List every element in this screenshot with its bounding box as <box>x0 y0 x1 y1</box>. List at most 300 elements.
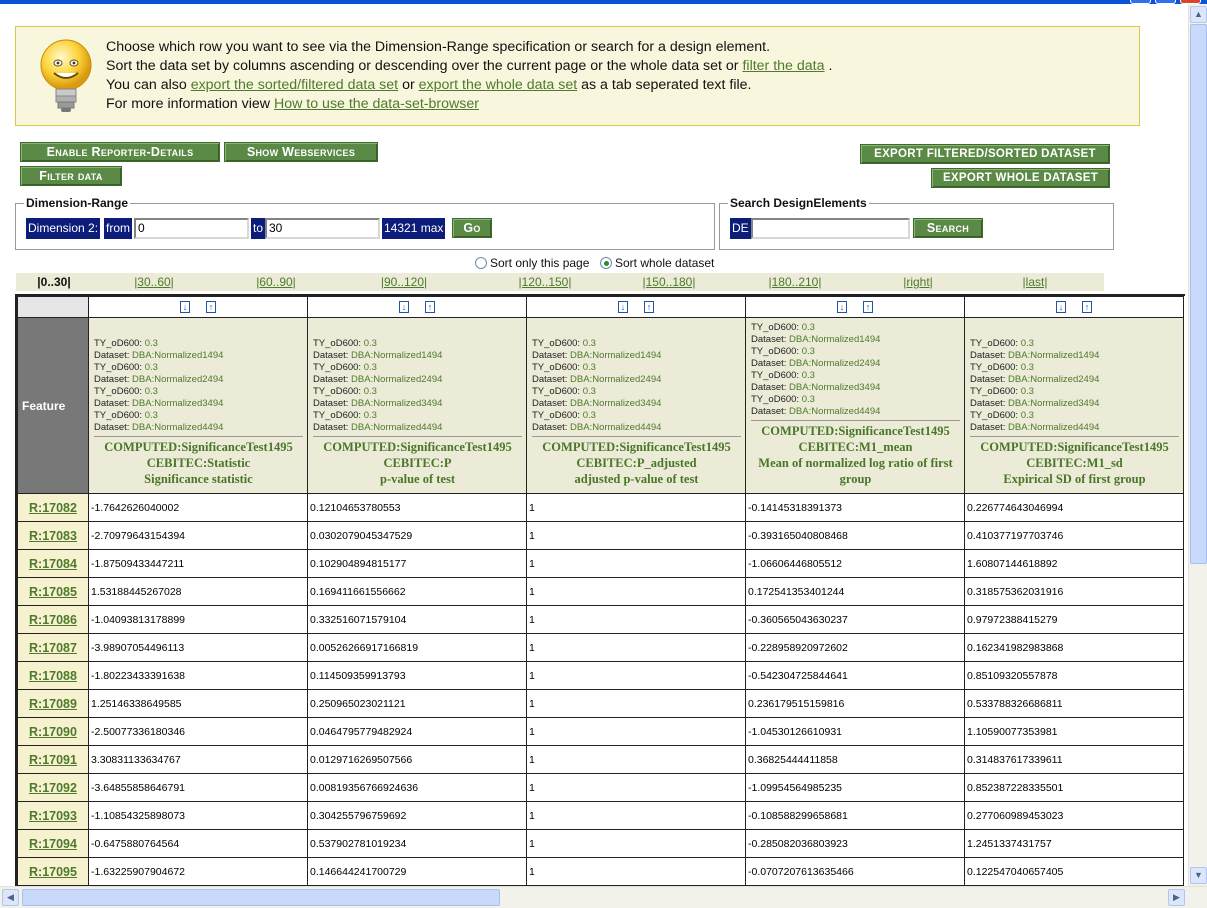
table-cell: -0.393165040808468 <box>746 522 965 550</box>
table-cell: -0.360565043630237 <box>746 606 965 634</box>
table-cell: 1 <box>527 858 746 886</box>
meta-key: Dataset: <box>94 398 130 409</box>
scroll-up-icon[interactable]: ▲ <box>1190 6 1207 23</box>
meta-key: Dataset: <box>970 398 1006 409</box>
row-id-cell <box>18 662 89 690</box>
table-cell: 0.00526266917166819 <box>308 634 527 662</box>
table-cell: 0.304255796759692 <box>308 802 527 830</box>
info-line-4 <box>106 95 832 114</box>
row-id-cell <box>18 830 89 858</box>
column-name-line: COMPUTED:SignificanceTest1495 <box>104 440 293 454</box>
meta-value: 0.3 <box>801 346 815 357</box>
table-cell: 1 <box>527 634 746 662</box>
data-table <box>17 296 1184 886</box>
table-cell: 0.169411661556662 <box>308 578 527 606</box>
meta-key: Dataset: <box>532 398 568 409</box>
pager-link[interactable]: |30..60| <box>134 275 174 289</box>
row-id-link[interactable]: R:17085 <box>29 584 77 599</box>
column-name-line: CEBITEC:M1_sd <box>1026 456 1123 470</box>
meta-value: DBA:Normalized3494 <box>132 398 224 409</box>
column-name-line: CEBITEC:M1_mean <box>798 440 913 454</box>
meta-value: 0.3 <box>144 362 158 373</box>
meta-value: 0.3 <box>1020 386 1034 397</box>
sort-cell <box>527 297 746 318</box>
info-text: You can also <box>106 77 187 93</box>
column-name-line: CEBITEC:Statistic <box>146 456 251 470</box>
row-id-link[interactable]: R:17089 <box>29 696 77 711</box>
meta-value: DBA:Normalized4494 <box>351 422 443 433</box>
row-id-link[interactable]: R:17088 <box>29 668 77 683</box>
meta-key: TY_oD600: <box>94 386 143 397</box>
meta-value: DBA:Normalized3494 <box>351 398 443 409</box>
row-id-link[interactable]: R:17083 <box>29 528 77 543</box>
meta-key: Dataset: <box>94 374 130 385</box>
table-row <box>18 858 1184 886</box>
meta-value: DBA:Normalized1494 <box>789 334 881 345</box>
column-name <box>751 420 960 487</box>
meta-value: DBA:Normalized2494 <box>132 374 224 385</box>
from-input[interactable]: 0 <box>134 218 249 239</box>
table-cell: 0.146644241700729 <box>308 858 527 886</box>
sort-ascending-icon[interactable]: ↑ <box>425 301 435 313</box>
table-row <box>18 746 1184 774</box>
pager-link[interactable]: |60..90| <box>256 275 296 289</box>
table-row <box>18 690 1184 718</box>
table-cell: -3.64855858646791 <box>89 774 308 802</box>
meta-key: TY_oD600: <box>532 338 581 349</box>
meta-key: TY_oD600: <box>313 362 362 373</box>
table-cell: 0.122547040657405 <box>965 858 1184 886</box>
pager <box>16 273 1104 291</box>
column-meta <box>94 338 303 434</box>
sort-cell <box>965 297 1184 318</box>
sort-page-radio[interactable] <box>475 256 589 270</box>
row-id-cell <box>18 634 89 662</box>
meta-key: TY_oD600: <box>94 410 143 421</box>
row-id-cell <box>18 802 89 830</box>
table-cell: 1 <box>527 606 746 634</box>
column-name <box>970 436 1179 487</box>
table-cell: -1.87509433447211 <box>89 550 308 578</box>
table-cell: -1.04530126610931 <box>746 718 965 746</box>
sort-page-label: Sort only this page <box>490 256 590 270</box>
meta-key: TY_oD600: <box>751 394 800 405</box>
from-label: from <box>104 218 132 239</box>
meta-key: TY_oD600: <box>751 322 800 333</box>
row-id-link[interactable]: R:17090 <box>29 724 77 739</box>
to-label: to <box>251 218 265 239</box>
meta-key: TY_oD600: <box>970 386 1019 397</box>
radio-icon[interactable] <box>475 257 487 269</box>
table-cell: 1 <box>527 802 746 830</box>
table-cell: -1.10854325898073 <box>89 802 308 830</box>
table-cell: 1.10590077353981 <box>965 718 1184 746</box>
table-cell: -2.70979643154394 <box>89 522 308 550</box>
meta-value: DBA:Normalized4494 <box>570 422 662 433</box>
table-row <box>18 774 1184 802</box>
table-cell: 0.533788326686811 <box>965 690 1184 718</box>
column-header <box>89 318 308 494</box>
meta-value: DBA:Normalized4494 <box>132 422 224 433</box>
info-line-3 <box>106 76 832 95</box>
row-id-link[interactable]: R:17093 <box>29 808 77 823</box>
table-cell: -1.06606446805512 <box>746 550 965 578</box>
radio-checked-icon[interactable] <box>600 257 612 269</box>
row-id-link[interactable]: R:17082 <box>29 500 77 515</box>
filter-data-button[interactable]: Filter data <box>20 166 122 186</box>
table-cell: 1.60807144618892 <box>965 550 1184 578</box>
header-row <box>18 318 1184 494</box>
sort-descending-icon[interactable]: ↓ <box>618 301 628 313</box>
search-input[interactable] <box>751 218 910 239</box>
table-cell: 0.114509359913793 <box>308 662 527 690</box>
row-id-cell <box>18 746 89 774</box>
column-meta <box>970 338 1179 434</box>
meta-value: DBA:Normalized3494 <box>1008 398 1100 409</box>
meta-key: TY_oD600: <box>970 362 1019 373</box>
table-cell: 0.236179515159816 <box>746 690 965 718</box>
meta-key: TY_oD600: <box>532 410 581 421</box>
max-label: 14321 max <box>382 218 445 239</box>
table-cell: -0.542304725844641 <box>746 662 965 690</box>
scroll-down-icon[interactable]: ▼ <box>1190 867 1207 884</box>
table-row <box>18 606 1184 634</box>
de-label: DE <box>730 218 751 239</box>
row-id-link[interactable]: R:17095 <box>29 864 77 879</box>
meta-key: Dataset: <box>532 374 568 385</box>
table-cell: 1 <box>527 522 746 550</box>
table-cell: 0.162341982983868 <box>965 634 1184 662</box>
sort-descending-icon[interactable]: ↓ <box>1056 301 1066 313</box>
meta-value: DBA:Normalized2494 <box>351 374 443 385</box>
meta-key: TY_oD600: <box>970 410 1019 421</box>
sort-descending-icon[interactable]: ↓ <box>180 301 190 313</box>
table-cell: -3.98907054496113 <box>89 634 308 662</box>
pager-link[interactable]: |120..150| <box>518 275 572 289</box>
row-id-cell <box>18 774 89 802</box>
row-id-cell <box>18 522 89 550</box>
lightbulb-icon <box>36 37 96 117</box>
to-input[interactable]: 30 <box>265 218 380 239</box>
table-row <box>18 662 1184 690</box>
meta-key: Dataset: <box>313 422 349 433</box>
scroll-left-icon[interactable]: ◀ <box>2 889 19 906</box>
meta-value: 0.3 <box>144 386 158 397</box>
table-row <box>18 634 1184 662</box>
export-whole-link[interactable]: export the whole data set <box>418 77 578 93</box>
export-whole-button[interactable]: EXPORT WHOLE DATASET <box>931 168 1110 188</box>
feature-header: Feature <box>18 318 89 494</box>
info-text: or <box>402 77 415 93</box>
table-cell: 1 <box>527 718 746 746</box>
row-id-link[interactable]: R:17092 <box>29 780 77 795</box>
table-cell: 0.410377197703746 <box>965 522 1184 550</box>
meta-key: Dataset: <box>970 422 1006 433</box>
meta-value: 0.3 <box>144 338 158 349</box>
show-webservices-button[interactable]: Show Webservices <box>224 142 378 162</box>
meta-key: Dataset: <box>532 350 568 361</box>
meta-value: 0.3 <box>801 394 815 405</box>
table-cell: 1 <box>527 830 746 858</box>
table-cell: -0.228958920972602 <box>746 634 965 662</box>
table-cell: 0.318575362031916 <box>965 578 1184 606</box>
table-cell: 0.0129716269507566 <box>308 746 527 774</box>
meta-value: 0.3 <box>582 410 596 421</box>
search-button[interactable]: Search <box>913 218 983 238</box>
pager-link[interactable]: |right| <box>903 275 933 289</box>
column-header <box>527 318 746 494</box>
meta-value: 0.3 <box>801 370 815 381</box>
blank-cell <box>18 297 89 318</box>
table-cell: 1 <box>527 690 746 718</box>
table-cell: -0.0707207613635466 <box>746 858 965 886</box>
row-id-cell <box>18 578 89 606</box>
export-filtered-button[interactable]: EXPORT FILTERED/SORTED DATASET <box>860 144 1110 164</box>
sort-whole-label: Sort whole dataset <box>615 256 715 270</box>
meta-value: DBA:Normalized1494 <box>1008 350 1100 361</box>
table-cell: -1.63225907904672 <box>89 858 308 886</box>
meta-key: Dataset: <box>313 398 349 409</box>
meta-value: 0.3 <box>1020 410 1034 421</box>
export-sorted-link[interactable]: export the sorted/filtered data set <box>190 77 399 93</box>
meta-value: 0.3 <box>144 410 158 421</box>
table-cell: -0.14145318391373 <box>746 494 965 522</box>
table-cell: 1 <box>527 774 746 802</box>
table-cell: -0.285082036803923 <box>746 830 965 858</box>
column-name-line: Significance statistic <box>144 472 253 486</box>
table-cell: -1.80223433391638 <box>89 662 308 690</box>
meta-key: Dataset: <box>532 422 568 433</box>
column-name <box>94 436 303 487</box>
meta-key: TY_oD600: <box>532 386 581 397</box>
meta-value: DBA:Normalized4494 <box>789 406 881 417</box>
meta-value: 0.3 <box>582 386 596 397</box>
column-header <box>965 318 1184 494</box>
table-cell: 1 <box>527 746 746 774</box>
meta-key: TY_oD600: <box>532 362 581 373</box>
howto-link[interactable]: How to use the data-set-browser <box>273 96 479 112</box>
table-cell: -0.6475880764564 <box>89 830 308 858</box>
pager-link[interactable]: |150..180| <box>642 275 696 289</box>
meta-value: 0.3 <box>363 386 377 397</box>
table-cell: 0.36825444411858 <box>746 746 965 774</box>
meta-key: Dataset: <box>970 350 1006 361</box>
sort-cell <box>308 297 527 318</box>
column-header <box>308 318 527 494</box>
table-cell: 1 <box>527 550 746 578</box>
enable-reporter-details-button[interactable]: Enable Reporter-Details <box>20 142 220 162</box>
row-id-cell <box>18 550 89 578</box>
meta-key: TY_oD600: <box>313 338 362 349</box>
column-name-line: Expirical SD of first group <box>1003 472 1146 486</box>
meta-key: TY_oD600: <box>970 338 1019 349</box>
meta-value: DBA:Normalized3494 <box>789 382 881 393</box>
meta-key: Dataset: <box>751 406 787 417</box>
table-cell: 0.0302079045347529 <box>308 522 527 550</box>
table-cell: 1 <box>527 662 746 690</box>
info-text: . <box>828 58 833 74</box>
column-header <box>746 318 965 494</box>
table-cell: 0.332516071579104 <box>308 606 527 634</box>
meta-key: TY_oD600: <box>313 410 362 421</box>
table-cell: 0.537902781019234 <box>308 830 527 858</box>
row-id-cell <box>18 494 89 522</box>
row-id-link[interactable]: R:17091 <box>29 752 77 767</box>
meta-value: 0.3 <box>363 338 377 349</box>
filter-data-link[interactable]: filter the data <box>742 58 825 74</box>
table-cell: 0.172541353401244 <box>746 578 965 606</box>
table-cell: 0.12104653780553 <box>308 494 527 522</box>
table-cell: 0.226774643046994 <box>965 494 1184 522</box>
table-cell: 0.314837617339611 <box>965 746 1184 774</box>
sort-ascending-icon[interactable]: ↑ <box>1082 301 1092 313</box>
info-line-1: Choose which row you want to see via the Dimension-Range specification or search for a design element. <box>106 39 771 55</box>
info-text: For more information view <box>106 96 270 112</box>
info-text: Sort the data set by columns ascending or descending over the current page or the whole data set or <box>106 58 739 74</box>
table-cell: -0.108588299658681 <box>746 802 965 830</box>
sort-row <box>18 297 1184 318</box>
meta-value: DBA:Normalized4494 <box>1008 422 1100 433</box>
pager-link[interactable]: |last| <box>1022 275 1048 289</box>
search-legend: Search DesignElements <box>730 196 867 210</box>
dimension-label: Dimension 2: <box>26 218 100 239</box>
column-name-line: p-value of test <box>380 472 455 486</box>
sort-ascending-icon[interactable]: ↑ <box>863 301 873 313</box>
maximize-icon[interactable] <box>1155 0 1176 4</box>
column-name <box>313 436 522 487</box>
column-name-line: COMPUTED:SignificanceTest1495 <box>761 424 950 438</box>
row-id-cell <box>18 718 89 746</box>
column-name-line: adjusted p-value of test <box>574 472 699 486</box>
meta-value: 0.3 <box>1020 362 1034 373</box>
column-name <box>532 436 741 487</box>
table-cell: -1.09954564985235 <box>746 774 965 802</box>
table-cell: 0.852387228335501 <box>965 774 1184 802</box>
table-cell: 3.30831133634767 <box>89 746 308 774</box>
minimize-icon[interactable] <box>1130 0 1151 4</box>
table-row <box>18 550 1184 578</box>
meta-value: 0.3 <box>363 362 377 373</box>
row-id-link[interactable]: R:17094 <box>29 836 77 851</box>
meta-value: DBA:Normalized2494 <box>1008 374 1100 385</box>
table-cell: 0.0464795779482924 <box>308 718 527 746</box>
column-meta <box>313 338 522 434</box>
meta-key: Dataset: <box>313 374 349 385</box>
meta-value: DBA:Normalized1494 <box>351 350 443 361</box>
table-row <box>18 718 1184 746</box>
column-name-line: COMPUTED:SignificanceTest1495 <box>980 440 1169 454</box>
table-cell: 0.102904894815177 <box>308 550 527 578</box>
table-cell: 1 <box>527 578 746 606</box>
horizontal-scroll-thumb[interactable] <box>22 889 500 906</box>
meta-value: 0.3 <box>582 362 596 373</box>
meta-key: TY_oD600: <box>751 346 800 357</box>
meta-value: 0.3 <box>582 338 596 349</box>
table-cell: -2.50077336180346 <box>89 718 308 746</box>
column-name-line: CEBITEC:P_adjusted <box>576 456 697 470</box>
table-cell: 0.277060989453023 <box>965 802 1184 830</box>
pager-current: |0..30| <box>37 275 71 289</box>
row-id-link[interactable]: R:17086 <box>29 612 77 627</box>
table-cell: 1 <box>527 494 746 522</box>
meta-key: TY_oD600: <box>94 362 143 373</box>
column-name-line: Mean of normalized log ratio of first group <box>758 456 953 486</box>
meta-value: 0.3 <box>801 322 815 333</box>
meta-value: DBA:Normalized3494 <box>570 398 662 409</box>
table-cell: 1.2451337431757 <box>965 830 1184 858</box>
sort-cell <box>746 297 965 318</box>
meta-value: DBA:Normalized2494 <box>789 358 881 369</box>
table-cell: 1.53188445267028 <box>89 578 308 606</box>
table-cell: -1.7642626040002 <box>89 494 308 522</box>
meta-key: TY_oD600: <box>313 386 362 397</box>
table-cell: -1.04093813178899 <box>89 606 308 634</box>
row-id-cell <box>18 606 89 634</box>
table-row <box>18 522 1184 550</box>
row-id-link[interactable]: R:17087 <box>29 640 77 655</box>
table-row <box>18 802 1184 830</box>
meta-value: DBA:Normalized1494 <box>132 350 224 361</box>
meta-value: DBA:Normalized2494 <box>570 374 662 385</box>
meta-key: Dataset: <box>94 422 130 433</box>
table-cell: 0.85109320557878 <box>965 662 1184 690</box>
table-cell: 0.97972388415279 <box>965 606 1184 634</box>
sort-descending-icon[interactable]: ↓ <box>399 301 409 313</box>
column-meta <box>532 338 741 434</box>
meta-value: DBA:Normalized1494 <box>570 350 662 361</box>
pager-link[interactable]: |90..120| <box>380 275 428 289</box>
table-cell: 1.25146338649585 <box>89 690 308 718</box>
meta-key: Dataset: <box>313 350 349 361</box>
table-row <box>18 494 1184 522</box>
window-titlebar <box>0 0 1207 4</box>
sort-descending-icon[interactable]: ↓ <box>837 301 847 313</box>
column-name-line: COMPUTED:SignificanceTest1495 <box>542 440 731 454</box>
sort-whole-radio[interactable] <box>600 256 714 270</box>
data-table-container <box>15 294 1185 886</box>
horizontal-scrollbar[interactable] <box>0 886 1207 908</box>
vertical-scroll-thumb[interactable] <box>1190 24 1207 564</box>
meta-key: Dataset: <box>751 382 787 393</box>
dimension-range-legend: Dimension-Range <box>26 196 129 210</box>
meta-key: TY_oD600: <box>94 338 143 349</box>
table-row <box>18 830 1184 858</box>
row-id-cell <box>18 858 89 886</box>
go-button[interactable]: Go <box>452 218 492 238</box>
scroll-right-icon[interactable]: ▶ <box>1168 889 1185 906</box>
pager-link[interactable]: |180..210| <box>768 275 822 289</box>
table-cell: 0.250965023021121 <box>308 690 527 718</box>
info-line-2 <box>106 57 832 76</box>
vertical-scrollbar[interactable] <box>1188 4 1207 886</box>
row-id-link[interactable]: R:17084 <box>29 556 77 571</box>
row-id-cell <box>18 690 89 718</box>
meta-key: Dataset: <box>751 334 787 345</box>
meta-value: 0.3 <box>363 410 377 421</box>
table-row <box>18 578 1184 606</box>
sort-ascending-icon[interactable]: ↑ <box>206 301 216 313</box>
info-text: as a tab seperated text file. <box>581 77 752 93</box>
column-name-line: COMPUTED:SignificanceTest1495 <box>323 440 512 454</box>
meta-key: Dataset: <box>970 374 1006 385</box>
meta-key: TY_oD600: <box>751 370 800 381</box>
column-name-line: CEBITEC:P <box>383 456 452 470</box>
meta-key: Dataset: <box>94 350 130 361</box>
sort-cell <box>89 297 308 318</box>
sort-ascending-icon[interactable]: ↑ <box>644 301 654 313</box>
info-box <box>15 26 1140 126</box>
meta-value: 0.3 <box>1020 338 1034 349</box>
